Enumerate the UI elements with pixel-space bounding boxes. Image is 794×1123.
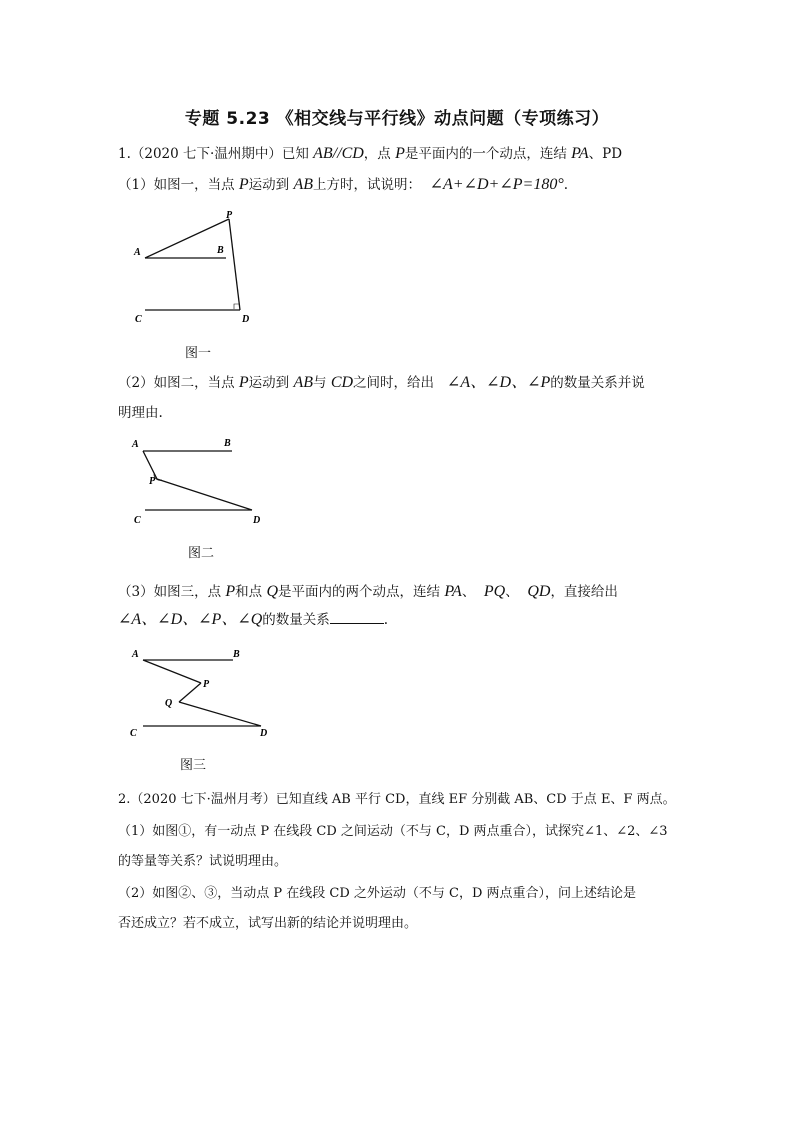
q1-p1-end: . [563, 177, 569, 193]
fig1-caption: 图一 [185, 346, 212, 361]
fig2-label-b: B [224, 438, 231, 449]
fig2-label-a: A [132, 439, 139, 450]
q1-intro-expr: AB//CD [313, 145, 364, 162]
fig3-line-pa [143, 660, 201, 683]
q1-p2-mid2: 之间时，给出 [353, 375, 435, 391]
figure-2 [125, 432, 275, 532]
q1-part2-line2: 明理由. [118, 405, 163, 421]
q1-p1-prefix: （1）如图一，当点 [118, 177, 235, 193]
q1-p3-prefix: （3）如图三，点 [118, 584, 222, 600]
q1-p1-ab: AB [293, 176, 314, 193]
fig1-label-d: D [242, 314, 250, 325]
q1-p1-p: P [238, 176, 249, 193]
q1-intro-prefix: 1.（2020 七下·温州期中）已知 [118, 146, 309, 162]
q1-p3-end2: 的数量关系 [262, 612, 330, 628]
q1-p3-expr: ∠A、∠D、∠P、∠Q [118, 611, 263, 628]
q1-p3-qd: QD [527, 583, 551, 600]
fig3-label-b: B [233, 649, 240, 660]
fig3-label-a: A [132, 649, 139, 660]
q1-intro-pa: PA [571, 145, 589, 162]
q1-p1-mid2: 上方时，试说明： [313, 177, 422, 193]
fig3-line-qd [179, 702, 261, 726]
fig2-line-pa [143, 451, 157, 479]
fig2-label-p: P [149, 476, 156, 487]
answer-blank [330, 611, 384, 624]
q1-intro-p: P [395, 145, 405, 162]
fig3-label-d: D [260, 728, 268, 739]
q1-p3-p: P [225, 583, 236, 600]
q1-p3-sep1: 、 [461, 584, 476, 600]
q1-p2-expr: ∠A、∠D、∠P [446, 374, 551, 391]
q1-part1 [118, 175, 568, 195]
q1-intro [118, 144, 622, 164]
q1-part3-line2 [118, 610, 388, 630]
fig2-line-pd [157, 479, 252, 510]
q2-part2-line1: （2）如图②、③，当动点 P 在线段 CD 之外运动（不与 C，D 两点重合），问上述结论是 [118, 886, 637, 901]
fig1-label-c: C [135, 314, 142, 325]
q1-p3-end: ，直接给出 [550, 584, 618, 600]
q1-p3-q: Q [266, 583, 279, 600]
q1-p2-and: 与 [313, 375, 327, 391]
q1-intro-mid2: 是平面内的一个动点，连结 [404, 146, 567, 162]
q1-p1-expr: ∠A+∠D+∠P=180° [429, 176, 564, 193]
fig3-label-q: Q [165, 698, 173, 709]
q1-p3-sep2: 、 [505, 584, 519, 600]
q1-p3-mid: 是平面内的两个动点，连结 [278, 584, 441, 600]
q1-p3-tail: . [383, 612, 389, 628]
q1-part3 [118, 582, 618, 602]
q1-p1-mid: 运动到 [248, 177, 290, 193]
q1-p3-and: 和点 [235, 584, 263, 600]
q1-p2-cd: CD [330, 374, 354, 391]
fig1-angle-mark [234, 304, 239, 309]
fig2-caption: 图二 [188, 546, 215, 561]
q1-p3-pa: PA [444, 583, 462, 600]
q1-p2-p: P [238, 374, 249, 391]
fig3-line-pq [179, 683, 201, 702]
q2-intro: 2.（2020 七下·温州月考）已知直线 AB 平行 CD，直线 EF 分别截 AB、CD 于点 E、F 两点。 [118, 792, 676, 807]
q1-p2-end: 的数量关系并说 [550, 375, 645, 391]
figure-1 [125, 205, 265, 330]
fig1-label-b: B [217, 245, 224, 256]
fig1-label-a: A [134, 247, 141, 258]
q1-p3-pq: PQ [483, 583, 506, 600]
q1-part2 [118, 373, 645, 393]
q1-p2-prefix: （2）如图二，当点 [118, 375, 235, 391]
fig3-label-c: C [130, 728, 137, 739]
fig2-label-c: C [134, 515, 141, 526]
q1-p2-ab: AB [293, 374, 314, 391]
figure-3 [125, 642, 280, 742]
fig1-label-p: P [226, 210, 233, 221]
fig3-caption: 图三 [180, 758, 207, 773]
q2-part1-line1: （1）如图①，有一动点 P 在线段 CD 之间运动（不与 C，D 两点重合），试探究∠1、∠2、∠3 [118, 824, 668, 839]
q2-part1-line2: 的等量等关系？试说明理由。 [118, 854, 288, 869]
page-title: 专题 5.23 《相交线与平行线》动点问题（专项练习） [184, 109, 610, 129]
fig3-label-p: P [203, 679, 210, 690]
q1-intro-mid: ，点 [363, 146, 391, 162]
fig1-line-pd [229, 219, 240, 310]
q2-part2-line2: 否还成立？若不成立，试写出新的结论并说明理由。 [118, 916, 418, 931]
fig2-label-d: D [253, 515, 261, 526]
q1-p2-mid: 运动到 [248, 375, 290, 391]
q1-intro-end: 、PD [588, 146, 623, 162]
